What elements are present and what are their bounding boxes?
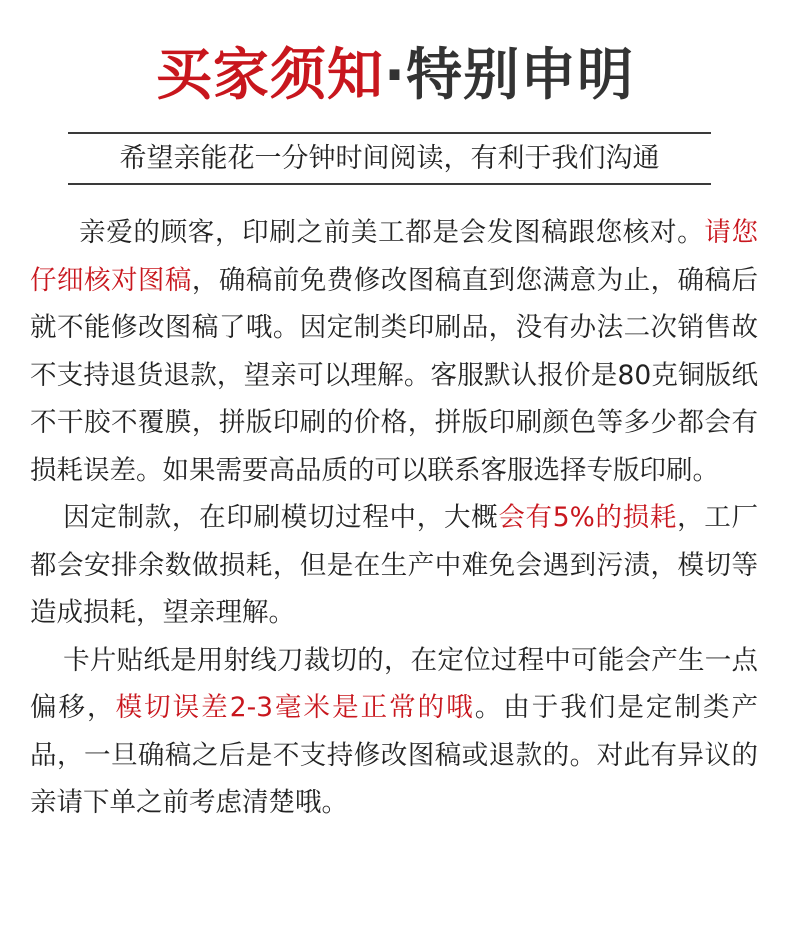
highlight-text: 请您仔细核对图稿 (30, 217, 759, 296)
bottom-divider (68, 183, 711, 185)
highlight-text: 模切误差2-3毫米是正常的哦 (115, 692, 475, 723)
page-title (0, 40, 790, 112)
paragraph-loss-rate (30, 494, 758, 637)
paragraph-text: 因定制款，在印刷模切过程中，大概 (63, 502, 499, 533)
title-buyer-notice: 买家须知 (155, 43, 384, 108)
paragraph-text: ，工厂都会安排余数做损耗，但是在生产中难免会遇到污渍，模切等造成损耗，望亲理解。 (30, 502, 758, 628)
paragraph-die-cut-error (30, 637, 758, 827)
top-divider (68, 132, 711, 134)
paragraph-text: ，确稿前免费修改图稿直到您满意为止，确稿后就不能修改图稿了哦。因定制类印刷品，没有办法二次销售故不支持退货退款，望亲可以理解。客服默认报价是80克铜版纸不干胶不覆膜，拼版印刷的价格，拼版印刷颜色等多少都会有损耗误差。如果需要高品质的可以联系客服选择专版印刷。 (30, 264, 759, 486)
paragraph-proof-confirmation (30, 209, 758, 494)
title-special-statement: 特别申明 (406, 43, 635, 108)
paragraph-text: 。由于我们是定制类产品，一旦确稿之后是不支持修改图稿或退款的。对此有异议的亲请下单之前考虑清楚哦。 (30, 692, 758, 818)
paragraph-text: 卡片贴纸是用射线刀裁切的，在定位过程中可能会产生一点偏移， (30, 644, 758, 723)
title-separator-dot: · (383, 43, 407, 108)
notice-body (30, 209, 758, 827)
subtitle: 希望亲能花一分钟时间阅读，有利于我们沟通 (119, 143, 660, 174)
paragraph-text: 亲爱的顾客，印刷之前美工都是会发图稿跟您核对。 (79, 217, 705, 248)
highlight-text: 会有5%的损耗 (498, 502, 678, 533)
